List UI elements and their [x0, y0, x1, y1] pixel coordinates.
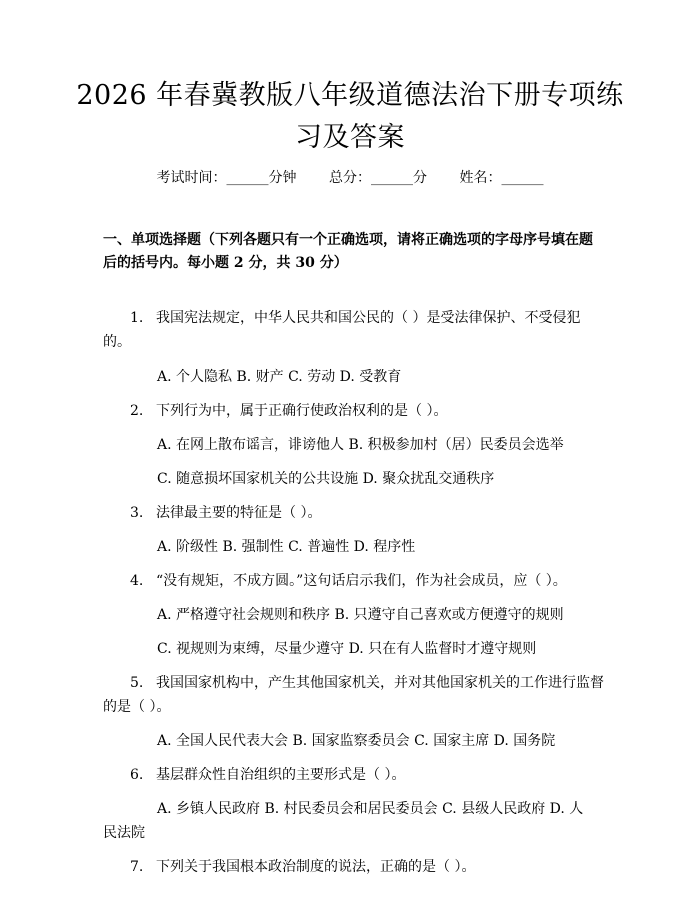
question-text: 下列关于我国根本政治制度的说法，正确的是（ ）。: [156, 859, 476, 875]
question-5-options: A. 全国人民代表大会 B. 国家监察委员会 C. 国家主席 D. 国务院: [157, 733, 556, 749]
question-text: 我国宪法规定，中华人民共和国公民的（ ）是受法律保护、不受侵犯: [156, 310, 581, 326]
title-line-2: 习及答案: [295, 122, 405, 153]
section-heading-line-2: 后的括号内。每小题 2 分，共 30 分）: [103, 255, 348, 271]
section-heading-line-1: 一、单项选择题（下列各题只有一个正确选项，请将正确选项的字母序号填在题: [103, 232, 593, 248]
question-text: 法律最主要的特征是（ ）。: [156, 505, 322, 521]
question-3-options: A. 阶级性 B. 强制性 C. 普遍性 D. 程序性: [157, 539, 416, 555]
section-heading: [103, 229, 598, 275]
question-1-options: A. 个人隐私 B. 财产 C. 劳动 D. 受教育: [157, 369, 402, 385]
question-4-options-line-1: A. 严格遵守社会规则和秩序 B. 只遵守自己喜欢或方便遵守的规则: [157, 607, 564, 623]
exam-info: [0, 168, 700, 188]
question-2-options-line-2: C. 随意损坏国家机关的公共设施 D. 聚众扰乱交通秩序: [157, 471, 495, 487]
question-5-continuation: 的是（ ）。: [103, 699, 171, 715]
question-text: 下列行为中，属于正确行使政治权利的是（ ）。: [156, 403, 448, 419]
question-4-options-line-2: C. 视规则为束缚，尽量少遵守 D. 只在有人监督时才遵守规则: [157, 641, 537, 657]
question-2: [103, 401, 598, 421]
question-2-options-line-1: A. 在网上散布谣言，诽谤他人 B. 积极参加村（居）民委员会选举: [157, 437, 564, 453]
question-4: [103, 571, 598, 591]
document-title: [60, 75, 640, 159]
question-number: 2.: [130, 403, 144, 419]
question-number: 7.: [130, 859, 144, 875]
question-text: 我国国家机构中，产生其他国家机关，并对其他国家机关的工作进行监督: [156, 675, 604, 691]
question-number: 1.: [130, 310, 144, 326]
question-3: [103, 503, 598, 523]
title-line-1: 2026 年春冀教版八年级道德法治下册专项练: [76, 80, 624, 111]
question-1: [103, 308, 598, 328]
question-text: 基层群众性自治组织的主要形式是（ ）。: [156, 767, 406, 783]
question-6-options: A. 乡镇人民政府 B. 村民委员会和居民委员会 C. 县级人民政府 D. 人: [157, 801, 584, 817]
question-6-options-continuation: 民法院: [103, 825, 145, 841]
question-6: [103, 765, 598, 785]
exam-time-field: 考试时间：______分钟: [156, 170, 297, 186]
question-7: [103, 857, 598, 877]
question-number: 4.: [130, 573, 144, 589]
question-number: 6.: [130, 767, 144, 783]
question-text: “没有规矩，不成方圆。”这句话启示我们，作为社会成员，应（ ）。: [156, 573, 567, 589]
student-name-field: 姓名：______: [459, 170, 544, 186]
question-number: 3.: [130, 505, 144, 521]
question-5: [103, 673, 604, 693]
question-1-continuation: 的。: [103, 334, 131, 350]
question-number: 5.: [130, 675, 144, 691]
total-score-field: 总分：______分: [329, 170, 427, 186]
